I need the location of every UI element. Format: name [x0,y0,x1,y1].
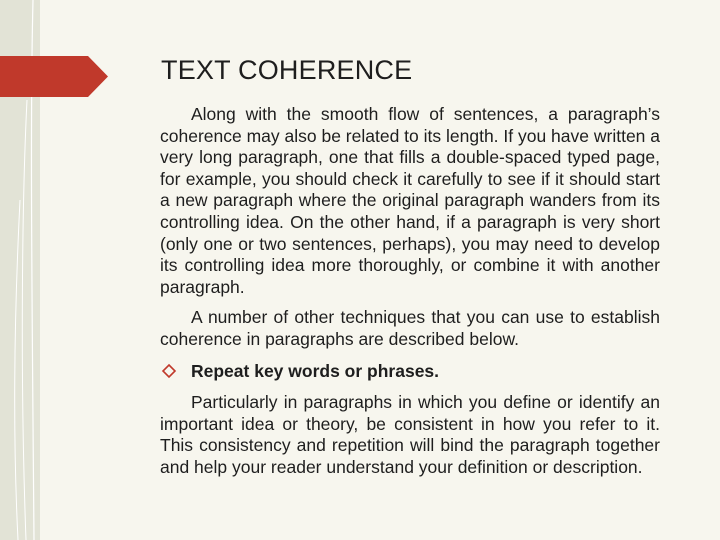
bullet-label: Repeat key words or phrases. [191,360,440,381]
slide-body [160,104,660,479]
paragraph-techniques-text: A number of other techniques that you can use to establish coherence in paragraphs are described below. [160,307,660,349]
diamond-outline-icon [160,361,178,381]
paragraph-length-text: Along with the smooth flow of sentences, a paragraph’s coherence may also be related to its length. If you have written a very long paragraph, one that fills a double-spaced typed page, for example, you should check it carefully to see if it should start a new paragraph where the original paragraph wanders from its controlling idea. On the other hand, if a paragraph is very short (only one or two sentences, perhaps), you may need to develop its controlling idea more thoroughly, or combine it with another paragraph. [160,104,661,297]
title-accent-ribbon [0,56,108,97]
paragraph-repeat-text: Particularly in paragraphs in which you define or identify an important idea or theory, be consistent in how you refer to it. This consistency and repetition will bind the paragraph together and help your reader understand your definition or description. [160,392,660,477]
bullet-item [160,361,660,383]
paragraph-techniques [160,307,660,350]
paragraph-length [160,104,660,298]
paragraph-repeat [160,392,660,478]
slide-title: TEXT COHERENCE [161,55,413,85]
